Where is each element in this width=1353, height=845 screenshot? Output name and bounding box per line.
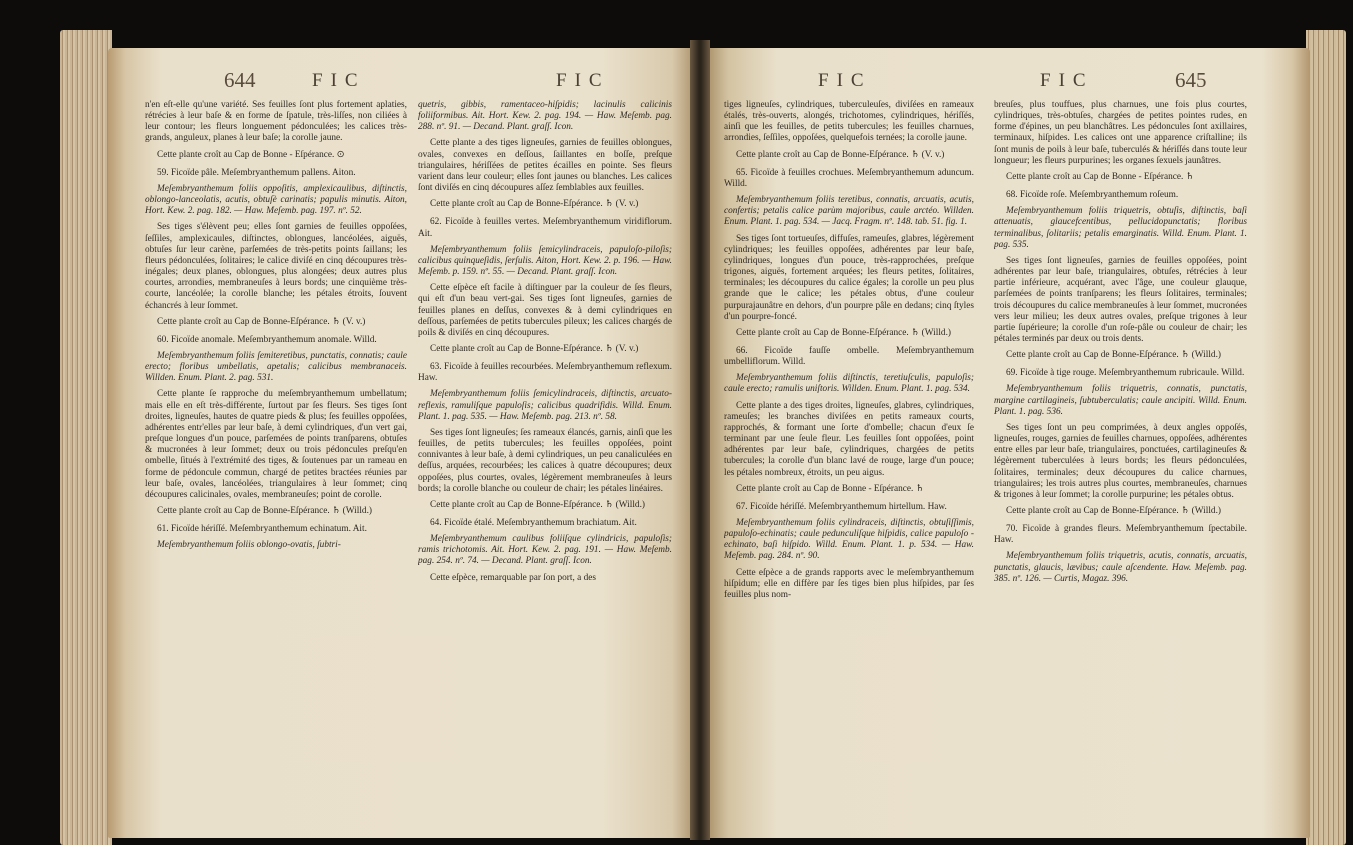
species-heading: 59. Ficoïde pâle. Meſembryanthemum pallens. Aiton. [157, 167, 356, 178]
species-heading: 62. Ficoïde à feuilles vertes. Meſembryanthemum viridiflorum. Ait. [418, 217, 672, 239]
paragraph: Cette plante croît au Cap de Bonne-Eſpérance. ♄ (Willd.) [736, 327, 951, 338]
paragraph: Cette plante croît au Cap de Bonne-Eſpérance. ♄ (V. v.) [157, 316, 366, 327]
paragraph: Cette eſpèce, remarquable par ſon port, a des [430, 572, 596, 583]
left-running-head-2: FIC [556, 70, 610, 91]
species-diagnosis: Meſembryanthemum foliis oppoſitis, amplexicaulibus, diſtinctis, oblongo-lanceolatis, acutis, obtuſè carinatis; papulis minutis. Aiton, Hort. Kew. 2. pag. 182. — Haw. Meſemb. pag. 197. nº. 52. [145, 183, 407, 217]
paragraph: Cette plante croît au Cap de Bonne - Eſpérance. ♄ [1006, 171, 1195, 182]
paragraph: breuſes, plus touffues, plus charnues, une fois plus courtes, cylindriques, très-obtuſes, chargées de petites pointes rudes, en forme d'épines, un peu blanchâtres. Les pédoncules ſont axillaires, terminaux, hiſpides. Les calices ont une apparence criſtalline; ils ſont munis de poils à leur baſe, tuberculés & hériſſés dans toute leur longueur; les fleurs purpurines; les organes ſexuels jaunâtres. [994, 100, 1247, 166]
left-page-number: 644 [224, 68, 256, 92]
right-page-edges [1306, 30, 1346, 845]
paragraph: Cette plante a des tiges ligneuſes, garnies de feuilles oblongues, ovales, convexes en deſſous, ſaillantes en boſſe, preſque triangulaires, hériſſées de petites écailles en pointe. Ses fleurs varient dans leur couleur; elles ſont jaunes ou blanches. Les calices ſont diviſés en cinq découpures aſſez ſemblables aux feuilles. [418, 138, 672, 194]
book-gutter [690, 40, 710, 840]
paragraph: Cette plante croît au Cap de Bonne-Eſpérance. ♄ (V. v.) [430, 199, 639, 210]
species-heading: 66. Ficoïde fauſſe ombelle. Meſembryanthemum umbelliflorum. Willd. [724, 345, 974, 368]
species-diagnosis: Meſembryanthemum foliis teretibus, connatis, arcuatis, acutis, confertis; petalis calice parùm majoribus, caule arctéo. Willden. Enum. Plant. 1. pag. 534. — Jacq. Fragm. nº. 148. tab. 51. fig. 1. [724, 195, 974, 228]
species-heading: 65. Ficoïde à feuilles crochues. Meſembryanthemum aduncum. Willd. [724, 167, 974, 189]
species-diagnosis: Meſembryanthemum foliis triquetris, connatis, punctatis, margine cartilagineis, ſubtuberculatis; caule ancipiti. Willd. Enum. Plant. 1. pag. 536. [994, 384, 1247, 417]
paragraph: Cette plante croît au Cap de Bonne-Eſpérance. ♄ (V. v.) [430, 343, 639, 354]
species-diagnosis: Meſembryanthemum foliis ſemicylindraceis, diſtinctis, arcuato-reflexis, ramuliſque papuloſis; calicibus quadrifidis. Willd. Enum. Plant. 1. pag. 535. — Haw. Meſemb. pag. 213. nº. 58. [418, 389, 672, 422]
paragraph: Cette plante croît au Cap de Bonne-Eſpérance. ♄ (V. v.) [736, 149, 945, 160]
species-heading: 67. Ficoïde hériſſé. Meſembryanthemum hirtellum. Haw. [736, 501, 947, 512]
paragraph: Cette eſpèce a de grands rapports avec le meſembryanthemum hiſpidum; elle en diffère par ſes tiges bien plus hiſpides, par ſes feuilles plus nom- [724, 567, 974, 600]
left-page-edges [60, 30, 112, 845]
paragraph: Ses tiges ſont un peu comprimées, à deux angles oppoſés, ligneuſes, rouges, garnies de feuilles charnues, oppoſées, adhérentes entre elles par leur baſe, triangulaires, ponctuées, cartilagineuſes & légèrement tuberculées à leurs bords; les fleurs pédonculées, ſolitaires, terminales; deux découpures du calice charnues, triangulaires; les trois autres plus courtes, membraneuſes, charnues & trigones à leur ſommet; la corolle purpurine; les pétales obtus. [994, 422, 1247, 500]
paragraph: Ses tiges ſont ligneuſes; ſes rameaux élancés, garnis, ainſi que les feuilles, de petits tubercules; les feuilles oppoſées, point connivantes à leur baſe, à demi cylindriques, un peu canaliculées en deſſus, arquées, recourbées; les calices à quatre découpures; deux oppoſées, plus courtes, ovales, légèrement membraneuſes à leurs bords; la corolle blanche ou couleur de chair; les pétales linéaires. [418, 427, 672, 494]
right-column-2 [994, 100, 1247, 800]
left-column-2 [418, 100, 672, 800]
paragraph: n'en eſt-elle qu'une variété. Ses feuilles ſont plus fortement aplaties, rétrécies à leur baſe & en forme de ſpatule, très-liſſes, non ciliées à leur contour; les fleurs longuement pédonculées; les calices très-grands, anguleux, planes à leur baſe; la corolle jaune. [145, 100, 407, 144]
paragraph: Cette plante croît au Cap de Bonne - Eſpérance. ♄ [736, 483, 925, 494]
paragraph: Cette eſpèce eſt facile à diſtinguer par la couleur de ſes fleurs, qui eſt d'un beau vert-gai. Ses tiges ſont ligneuſes, garnies de feuilles planes en deſſus, convexes & à demi cylindriques en deſſous, parſemées de petits tubercules pileux; les calices chargés de poils & diviſés en cinq découpures. [418, 283, 672, 338]
species-heading: 70. Ficoïde à grandes fleurs. Meſembryanthemum ſpectabile. Haw. [994, 524, 1247, 546]
species-diagnosis: quetris, gibbis, ramentaceo-hiſpidis; lacinulis calicinis foliiformibus. Ait. Hort. Kew. 2. pag. 194. — Haw. Meſemb. pag. 288. nº. 91. — Decand. Plant. graſſ. Icon. [418, 100, 672, 133]
species-diagnosis: Meſembryanthemum foliis ſemicylindraceis, papuloſo-piloſis; calicibus quinqueſidis, ſerſulis. Aiton, Hort. Kew. 2. p. 196. — Haw. Meſemb. p. 159. nº. 55. — Decand. Plant. graſſ. Icon. [418, 244, 672, 278]
right-column-1 [724, 100, 974, 800]
paragraph: Ses tiges s'élèvent peu; elles ſont garnies de feuilles oppoſées, ſeſſiles, amplexicaules, diſtinctes, oblongues, lancéolées, aiguës, obtuſes ſur leur carène, parſemées de très-petits points ſaillans; les fleurs pédonculées, ſolitaires; le calice diviſé en cinq découpures très-inégales; deux planes, oblongues, plus alongées; deux autres plus courtes, arrondies, membraneuſes à leurs bords; une cinquième très-courte, lancéolée; la corolle blanche; les pétales étroits, ſouvent échancrés à leur ſommet. [145, 222, 407, 311]
species-diagnosis: Meſembryanthemum foliis oblongo-ovatis, ſubtri- [157, 540, 341, 551]
paragraph: Cette plante croît au Cap de Bonne - Eſpérance. ⊙ [157, 149, 345, 160]
species-diagnosis: Meſembryanthemum foliis diſtinctis, teretiuſculis, papuloſis; caule erecto; ramulis uniſtoris. Willden. Enum. Plant. 1. pag. 534. [724, 373, 974, 395]
paragraph: Ses tiges ſont ligneuſes, garnies de feuilles oppoſées, point adhérentes par leur baſe, triangulaires, obtuſes, rétrécies à leur partie inférieure, acquérant, avec l'âge, une couleur glauque, parſemées de points tranſparens; les fleurs ſolitaires, terminales; trois découpures du calice membraneuſes à leur ſommet, mucronées vers leur milieu; les deux autres ovales, preſque trigones à leur partie ſupérieure; la corolle d'un roſe-pâle ou couleur de chair; les pétales terminés par deux ou trois dents. [994, 255, 1247, 344]
species-heading: 60. Ficoïde anomale. Meſembryanthemum anomale. Willd. [157, 334, 377, 345]
species-diagnosis: Meſembryanthemum foliis cylindraceis, diſtinctis, obtuſiſſimis, papuloſo-echinatis; caule pedunculiſque hiſpidis, calice papuloſo - echinato, baſi hiſpido. Willd. Enum. Plant. 1. p. 534. — Haw. Meſemb. pag. 284. nº. 90. [724, 518, 974, 562]
species-diagnosis: Meſembryanthemum caulibus foliiſque cylindricis, papuloſis; ramis trichotomis. Ait. Hort. Kew. 2. pag. 191. — Haw. Meſemb. pag. 254. nº. 74. — Decand. Plant. graſſ. Icon. [418, 534, 672, 567]
species-heading: 68. Ficoïde roſe. Meſembryanthemum roſeum. [1006, 190, 1179, 201]
paragraph: Cette plante croît au Cap de Bonne-Eſpérance. ♄ (Willd.) [1006, 350, 1221, 361]
left-column-1 [145, 100, 407, 800]
paragraph: Cette plante croît au Cap de Bonne-Eſpérance. ♄ (Willd.) [157, 506, 372, 516]
species-heading: 64. Ficoïde étalé. Meſembryanthemum brachiatum. Ait. [430, 518, 637, 528]
paragraph: Cette plante croît au Cap de Bonne-Eſpérance. ♄ (Willd.) [1006, 506, 1221, 516]
right-running-head-2: FIC [1040, 70, 1094, 91]
species-diagnosis: Meſembryanthemum foliis triquetris, obtuſis, diſtinctis, baſi attenuatis, glaucefcentibus, pellucidopunctatis; floribus terminalibus, ſolitariis; petalis emarginatis. Willd. Enum. Plant. 1. pag. 535. [994, 206, 1247, 250]
right-page-number: 645 [1175, 68, 1207, 92]
paragraph: Ses tiges ſont tortueuſes, diffuſes, rameuſes, glabres, légèrement cylindriques; les feuilles oppoſées, adhérentes par leur baſe, cylindriques, longues d'un pouce, très-rapprochées, preſque trigones, aiguës, fortement arquées; les fleurs petites, ſolitaires, terminales; les découpures du calice égales; la corolle un peu plus grande que le calice; les pétales obtus, d'une couleur purpurajaunâtre en dehors, d'un pourpre pâle en dedans; cinq ſtyles d'un pourpre-foncé. [724, 233, 974, 322]
species-diagnosis: Meſembryanthemum foliis ſemiteretibus, punctatis, connatis; caule erecto; floribus umbellatis, apetalis; calicibus membranaceis. Willden. Enum. Plant. 2. pag. 531. [145, 350, 407, 384]
left-running-head-1: FIC [312, 70, 366, 91]
species-diagnosis: Meſembryanthemum foliis triquetris, acutis, connatis, arcuatis, punctatis, glaucis, lævibus; caule aſcendente. Haw. Meſemb. pag. 385. nº. 126. — Curtis, Magaz. 396. [994, 551, 1247, 584]
species-heading: 69. Ficoïde à tige rouge. Meſembryanthemum rubricaule. Willd. [1006, 368, 1245, 379]
species-heading: 61. Ficoïde hériſſé. Meſembryanthemum echinatum. Ait. [157, 524, 367, 535]
species-heading: 63. Ficoïde à feuilles recourbées. Meſembryanthemum reflexum. Haw. [418, 362, 672, 384]
paragraph: Cette plante a des tiges droites, ligneuſes, glabres, cylindriques, rameuſes; les branches diviſées en petits rameaux courts, rapprochés, & formant une ſorte d'ombelle; chacun d'eux ſe terminant par une ſeule fleur. Les feuilles ſont oppoſées, point adhérentes par leur baſe, cylindriques, chargées de petits tubercules; la corolle d'un blanc lavé de rouge, large d'un pouce; les pétales nombreux, étroits, un peu aigus. [724, 400, 974, 478]
paragraph: tiges ligneuſes, cylindriques, tuberculeuſes, diviſées en rameaux étalés, très-ouverts, alongés, trichotomes, cylindriques, hériſſés, ainſi que les feuilles, de petits tubercules; les feuilles charnues, arrondies, ſeſſiles, oppoſées, quelquefois ternées; la corolle jaune. [724, 100, 974, 144]
right-running-head-1: FIC [818, 70, 872, 91]
paragraph: Cette plante ſe rapproche du meſembryanthemum umbellatum; mais elle en eſt très-différente, ſurtout par ſes fleurs. Ses tiges ſont droites, ligneuſes, hautes de quatre pieds & plus; ſes feuilles oppoſées, adhérentes entr'elles par leur baſe, à demi cylindriques, d'un vert gai, preſque longues d'un pouce, parſemées de points tranſparens, obtuſes & mucronées à leur ſommet; deux ou trois pédoncules preſqu'en ombelle, ſitués à l'extrémité des tiges, & ſoutenues par un rameau en forme de pédoncule commun, chargé de petites bractées réunies par leur baſe, ovales, lancéolées, triangulaires à leur ſommet; cinq découpures calicinales, ovales, membraneuſes; point de corolle. [145, 389, 407, 500]
paragraph: Cette plante croît au Cap de Bonne-Eſpérance. ♄ (Willd.) [430, 499, 645, 510]
